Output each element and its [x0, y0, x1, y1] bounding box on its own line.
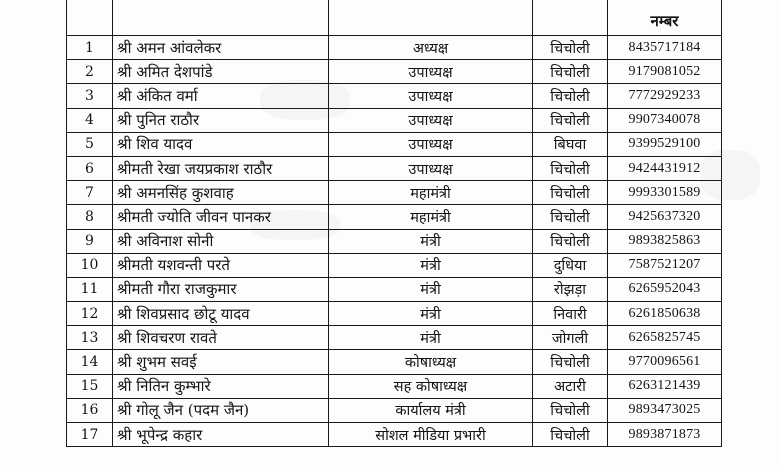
serial-number-cell: 3	[67, 84, 113, 108]
designation-cell: कोषाध्यक्ष	[329, 350, 533, 374]
table-row	[67, 398, 722, 422]
designation-cell: मंत्री	[329, 229, 533, 253]
table-row	[67, 84, 722, 108]
designation-cell: सोशल मीडिया प्रभारी	[329, 423, 533, 447]
member-name-cell: श्री शिवचरण रावते	[113, 326, 329, 350]
member-name-cell: श्रीमती ज्योति जीवन पानकर	[113, 205, 329, 229]
place-cell: बिघवा	[533, 132, 608, 156]
designation-cell: सह कोषाध्यक्ष	[329, 374, 533, 398]
designation-cell: मंत्री	[329, 277, 533, 301]
phone-number-cell: 9399529100	[608, 132, 722, 156]
designation-cell: मंत्री	[329, 253, 533, 277]
place-cell: चिचोली	[533, 156, 608, 180]
designation-cell: उपाध्यक्ष	[329, 60, 533, 84]
header-cell-place	[533, 0, 608, 36]
place-cell: चिचोली	[533, 108, 608, 132]
place-cell: जोगली	[533, 326, 608, 350]
designation-cell: मंत्री	[329, 302, 533, 326]
place-cell: दुधिया	[533, 253, 608, 277]
phone-number-cell: 9907340078	[608, 108, 722, 132]
serial-number-cell: 6	[67, 156, 113, 180]
place-cell: चिचोली	[533, 84, 608, 108]
table-row	[67, 302, 722, 326]
table-row	[67, 156, 722, 180]
place-cell: अटारी	[533, 374, 608, 398]
member-name-cell: श्री भूपेन्द्र कहार	[113, 423, 329, 447]
phone-number-cell: 7772929233	[608, 84, 722, 108]
header-cell-name	[113, 0, 329, 36]
member-name-cell: श्रीमती गौरा राजकुमार	[113, 277, 329, 301]
designation-cell: उपाध्यक्ष	[329, 84, 533, 108]
place-cell: चिचोली	[533, 205, 608, 229]
table-row	[67, 423, 722, 447]
phone-number-cell: 7587521207	[608, 253, 722, 277]
table-body	[67, 36, 722, 447]
header-cell-post	[329, 0, 533, 36]
place-cell: चिचोली	[533, 398, 608, 422]
header-cell-phone	[608, 0, 722, 36]
table-row	[67, 205, 722, 229]
member-name-cell: श्री पुनित राठौर	[113, 108, 329, 132]
table-row	[67, 229, 722, 253]
office-bearers-table	[66, 0, 722, 447]
phone-number-cell: 9893825863	[608, 229, 722, 253]
phone-number-cell: 9770096561	[608, 350, 722, 374]
place-cell: चिचोली	[533, 181, 608, 205]
table-row	[67, 132, 722, 156]
phone-number-cell: 6263121439	[608, 374, 722, 398]
member-name-cell: श्रीमती यशवन्ती परते	[113, 253, 329, 277]
phone-number-cell: 6261850638	[608, 302, 722, 326]
table-row	[67, 374, 722, 398]
header-cell-serial	[67, 0, 113, 36]
member-name-cell: श्री अंकित वर्मा	[113, 84, 329, 108]
phone-header-label: नम्बर	[650, 12, 679, 30]
serial-number-cell: 13	[67, 326, 113, 350]
phone-number-cell: 9424431912	[608, 156, 722, 180]
phone-number-cell: 6265952043	[608, 277, 722, 301]
member-name-cell: श्री शिव यादव	[113, 132, 329, 156]
phone-number-cell: 6265825745	[608, 326, 722, 350]
member-name-cell: श्री अमन आंवलेकर	[113, 36, 329, 60]
table-row	[67, 326, 722, 350]
designation-cell: मंत्री	[329, 326, 533, 350]
serial-number-cell: 14	[67, 350, 113, 374]
member-name-cell: श्री नितिन कुम्भारे	[113, 374, 329, 398]
member-name-cell: श्रीमती रेखा जयप्रकाश राठौर	[113, 156, 329, 180]
serial-number-cell: 10	[67, 253, 113, 277]
serial-number-cell: 9	[67, 229, 113, 253]
serial-number-cell: 17	[67, 423, 113, 447]
phone-number-cell: 8435717184	[608, 36, 722, 60]
table-row	[67, 60, 722, 84]
designation-cell: उपाध्यक्ष	[329, 108, 533, 132]
place-cell: चिचोली	[533, 60, 608, 84]
table-row	[67, 253, 722, 277]
phone-number-cell: 9425637320	[608, 205, 722, 229]
designation-cell: उपाध्यक्ष	[329, 132, 533, 156]
designation-cell: महामंत्री	[329, 181, 533, 205]
place-cell: रोझड़ा	[533, 277, 608, 301]
table-row	[67, 108, 722, 132]
place-cell: चिचोली	[533, 229, 608, 253]
serial-number-cell: 12	[67, 302, 113, 326]
place-cell: चिचोली	[533, 423, 608, 447]
member-name-cell: श्री शुभम सवई	[113, 350, 329, 374]
phone-number-cell: 9993301589	[608, 181, 722, 205]
member-name-cell: श्री अविनाश सोनी	[113, 229, 329, 253]
phone-number-cell: 9179081052	[608, 60, 722, 84]
table-header-row	[67, 0, 722, 36]
table-row	[67, 36, 722, 60]
member-name-cell: श्री शिवप्रसाद छोटू यादव	[113, 302, 329, 326]
phone-number-cell: 9893871873	[608, 423, 722, 447]
designation-cell: अध्यक्ष	[329, 36, 533, 60]
member-name-cell: श्री अमित देशपांडे	[113, 60, 329, 84]
designation-cell: महामंत्री	[329, 205, 533, 229]
serial-number-cell: 7	[67, 181, 113, 205]
serial-number-cell: 8	[67, 205, 113, 229]
serial-number-cell: 2	[67, 60, 113, 84]
serial-number-cell: 11	[67, 277, 113, 301]
serial-number-cell: 1	[67, 36, 113, 60]
designation-cell: कार्यालय मंत्री	[329, 398, 533, 422]
serial-number-cell: 16	[67, 398, 113, 422]
serial-number-cell: 15	[67, 374, 113, 398]
table-row	[67, 181, 722, 205]
phone-number-cell: 9893473025	[608, 398, 722, 422]
serial-number-cell: 4	[67, 108, 113, 132]
designation-cell: उपाध्यक्ष	[329, 156, 533, 180]
place-cell: निवारी	[533, 302, 608, 326]
serial-number-cell: 5	[67, 132, 113, 156]
member-name-cell: श्री अमनसिंह कुशवाह	[113, 181, 329, 205]
place-cell: चिचोली	[533, 350, 608, 374]
table-row	[67, 277, 722, 301]
member-name-cell: श्री गोलू जैन (पदम जैन)	[113, 398, 329, 422]
table-row	[67, 350, 722, 374]
place-cell: चिचोली	[533, 36, 608, 60]
